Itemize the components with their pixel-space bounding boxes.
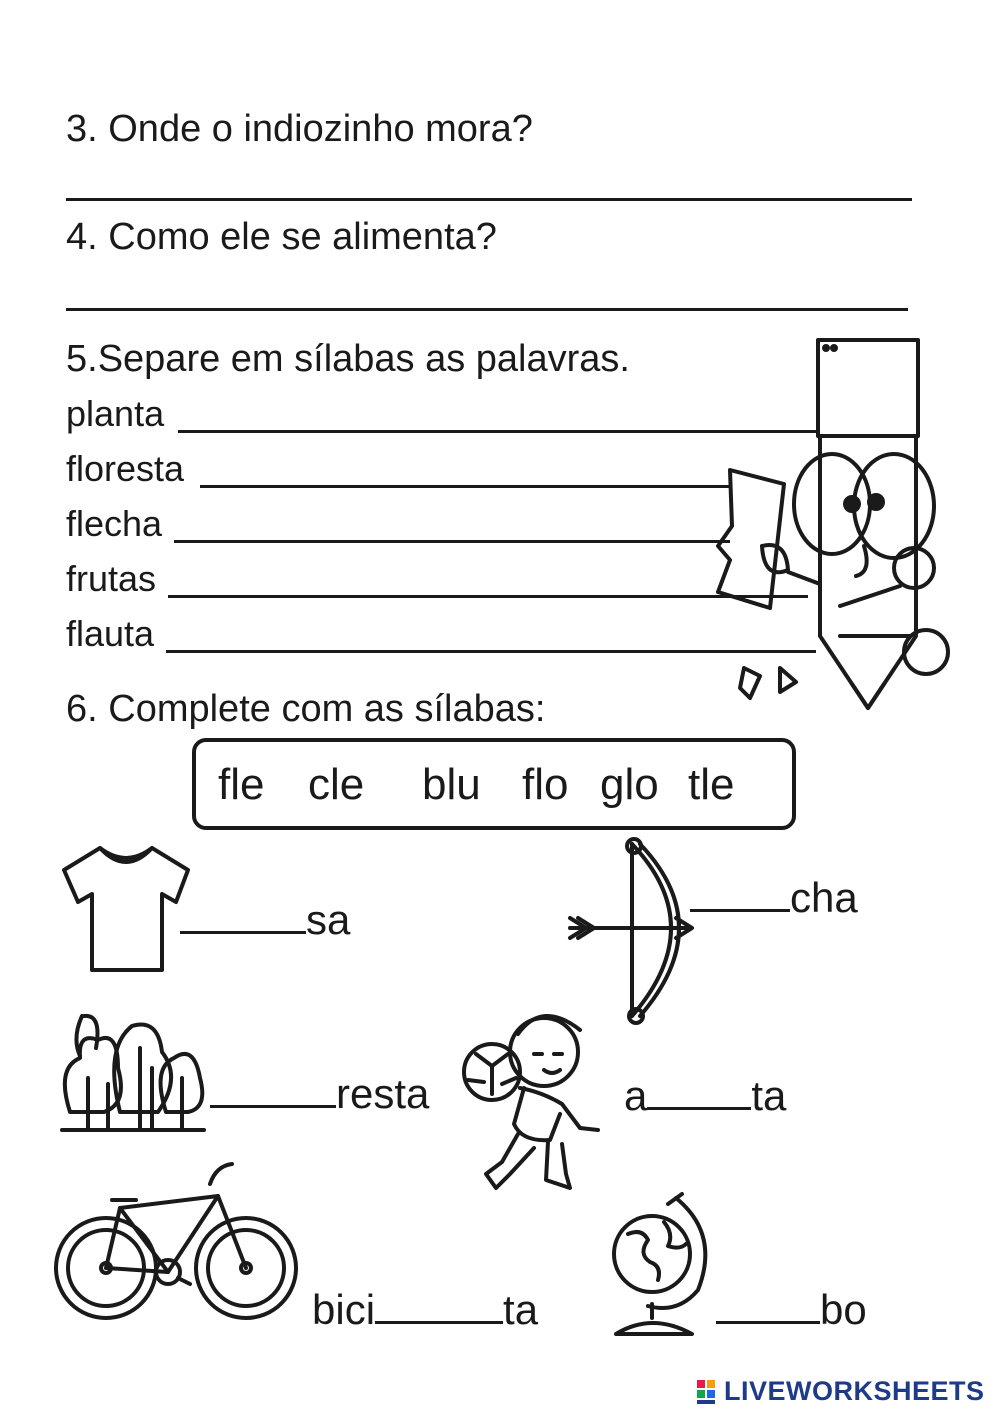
globe-icon xyxy=(608,1194,720,1342)
liveworksheets-logo-icon xyxy=(696,1378,726,1406)
trees-icon xyxy=(58,1008,208,1134)
fill-item-shirt: sa xyxy=(180,896,350,944)
answer-line-floresta[interactable] xyxy=(200,485,730,488)
blank-bicycle[interactable] xyxy=(375,1291,503,1324)
blank-forest[interactable] xyxy=(210,1075,336,1108)
question-4: 4. Como ele se alimenta? xyxy=(66,216,497,258)
fill-item-arrow: cha xyxy=(690,874,858,922)
syllable-blu[interactable]: blu xyxy=(422,760,481,809)
fill-item-athlete: a ta xyxy=(624,1072,787,1119)
syllable-cle[interactable]: cle xyxy=(308,760,365,809)
answer-line-flecha[interactable] xyxy=(174,540,730,543)
blank-arrow[interactable] xyxy=(690,879,790,912)
fill-item-globe: bo xyxy=(716,1286,867,1334)
fill-item-forest: resta xyxy=(210,1070,429,1118)
syllable-fle[interactable]: fle xyxy=(218,760,265,809)
bicycle-icon xyxy=(50,1160,302,1326)
blank-shirt[interactable] xyxy=(180,901,306,934)
question-5: 5.Separe em sílabas as palavras. xyxy=(66,338,630,380)
word-flecha: flecha xyxy=(66,503,163,544)
word-planta: planta xyxy=(66,393,165,434)
word-flauta: flauta xyxy=(66,613,155,654)
question-3: 3. Onde o indiozinho mora? xyxy=(66,108,533,150)
t-shirt-icon xyxy=(58,842,198,976)
liveworksheets-brand[interactable]: LIVEWORKSHEETS xyxy=(724,1376,985,1406)
word-frutas: frutas xyxy=(66,558,157,599)
syllable-glo[interactable]: glo xyxy=(600,760,659,809)
word-floresta: floresta xyxy=(66,448,185,489)
pencil-mascot-icon xyxy=(700,336,950,726)
question-6: 6. Complete com as sílabas: xyxy=(66,688,546,730)
syllable-bank xyxy=(192,738,796,830)
syllable-flo[interactable]: flo xyxy=(522,760,569,809)
boy-with-ball-icon xyxy=(462,1004,608,1200)
blank-athlete[interactable] xyxy=(647,1077,751,1110)
fill-item-bicycle: bici ta xyxy=(312,1286,539,1333)
syllable-tle[interactable]: tle xyxy=(688,760,735,809)
bow-and-arrow-icon xyxy=(560,836,700,1028)
answer-line-q4[interactable] xyxy=(66,308,908,311)
answer-line-q3[interactable] xyxy=(66,198,912,201)
blank-globe[interactable] xyxy=(716,1291,820,1324)
